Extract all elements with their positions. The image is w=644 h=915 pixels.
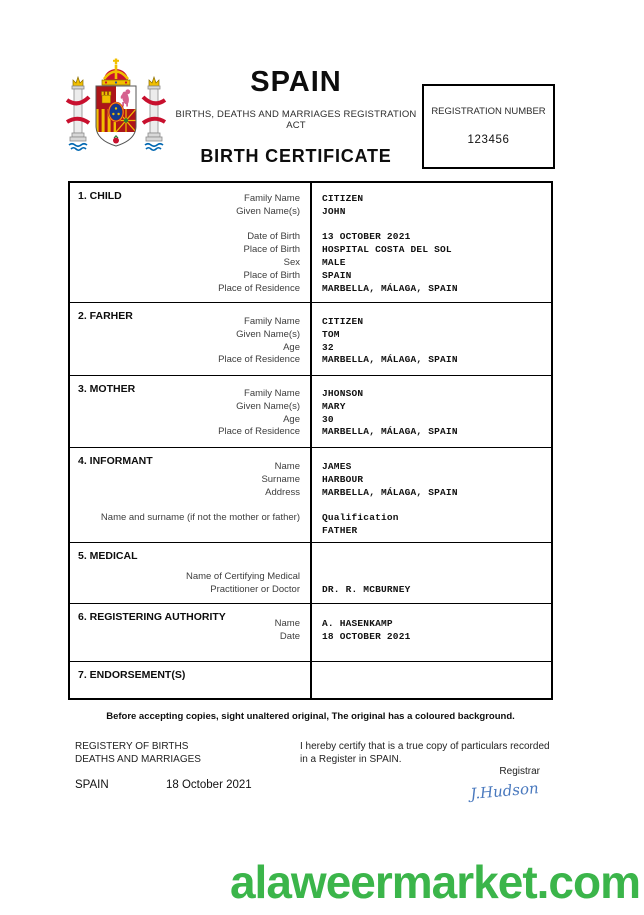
certify-statement: I hereby certify that is a true copy of particulars recorded in a Register in SPAIN.	[300, 741, 550, 765]
field-label: Address	[265, 486, 300, 498]
field-label: Sex	[283, 256, 300, 268]
field-value: JHONSON	[322, 388, 364, 399]
field-label: Age	[283, 413, 300, 425]
registry-line-2: DEATHS AND MARRIAGES	[75, 753, 201, 765]
field-label: Date of Birth	[247, 231, 300, 243]
field-label: Name	[274, 461, 300, 472]
field-label: Given Name(s)	[236, 205, 300, 217]
copies-notice: Before accepting copies, sight unaltered original, The original has a coloured background.	[106, 711, 515, 722]
field-label: Family Name	[244, 388, 300, 399]
field-value: TOM	[322, 328, 340, 340]
field-label: Name and surname (if not the mother or father)	[100, 512, 300, 524]
registrar-signature: J.Hudson	[469, 779, 540, 803]
field-label: Surname	[261, 473, 300, 485]
field-value: 13 OCTOBER 2021	[322, 231, 411, 243]
registrar-label: Registrar	[499, 766, 540, 777]
section-mother	[70, 375, 551, 447]
field-label: Family Name	[244, 193, 300, 204]
field-value: 18 OCTOBER 2021	[322, 630, 411, 642]
field-value	[322, 558, 411, 571]
field-value: MARBELLA, MÁLAGA, SPAIN	[322, 354, 458, 366]
registration-number-label: REGISTRATION NUMBER	[431, 106, 546, 117]
footer-country: SPAIN	[75, 779, 109, 791]
certificate-table	[68, 181, 553, 700]
field-label: Practitioner or Doctor	[210, 583, 300, 595]
field-value: MARBELLA, MÁLAGA, SPAIN	[322, 282, 458, 294]
section-father	[70, 302, 551, 375]
section-title: 4. INFORMANT	[78, 455, 153, 467]
field-value: 30	[322, 413, 334, 425]
field-value	[322, 571, 411, 584]
section-title: 1. CHILD	[78, 190, 122, 202]
field-label: Given Name(s)	[236, 400, 300, 412]
section-title: 2. FARHER	[78, 310, 133, 322]
section-title: 6. REGISTERING AUTHORITY	[78, 611, 226, 623]
section-child	[70, 183, 551, 302]
field-value: A. HASENKAMP	[322, 618, 393, 629]
field-value: MARBELLA, MÁLAGA, SPAIN	[322, 426, 458, 438]
field-value: 32	[322, 341, 334, 353]
registration-number-value: 123456	[467, 134, 510, 146]
field-value	[322, 219, 458, 232]
registry-line-1: REGISTERY OF BIRTHS	[75, 741, 189, 752]
country-title: SPAIN	[250, 66, 342, 98]
footer-date: 18 October 2021	[166, 779, 252, 791]
spain-coat-of-arms-icon	[64, 56, 168, 162]
field-label	[74, 219, 300, 232]
field-value: CITIZEN	[322, 193, 364, 204]
field-value: SPAIN	[322, 269, 352, 281]
field-label: Place of Residence	[218, 282, 300, 294]
field-label	[74, 558, 300, 571]
field-label: Place of Birth	[243, 269, 300, 281]
field-value: MALE	[322, 256, 346, 268]
section-title: 7. ENDORSEMENT(S)	[78, 669, 186, 681]
section-endorsements	[70, 661, 551, 698]
registry-block	[75, 741, 201, 766]
field-value: CITIZEN	[322, 316, 364, 327]
section-registering-authority	[70, 603, 551, 661]
act-line: BIRTHS, DEATHS AND MARRIAGES REGISTRATION ACT	[175, 109, 417, 131]
registration-number-box	[422, 84, 555, 169]
section-informant	[70, 447, 551, 542]
field-label: Place of Residence	[218, 354, 300, 366]
field-label: Place of Residence	[218, 426, 300, 438]
field-label	[74, 525, 300, 538]
field-label	[74, 499, 300, 512]
field-value: HOSPITAL COSTA DEL SOL	[322, 244, 452, 256]
field-value: JAMES	[322, 461, 352, 472]
field-value: MARY	[322, 400, 346, 412]
field-label: Given Name(s)	[236, 328, 300, 340]
field-value: FATHER	[322, 524, 358, 536]
field-value	[322, 499, 458, 512]
field-label: Name of Certifying Medical	[185, 570, 300, 582]
certificate-title: BIRTH CERTIFICATE	[200, 146, 392, 166]
field-value: Qualification	[322, 512, 399, 524]
section-title: 5. MEDICAL	[78, 550, 138, 562]
header	[168, 66, 424, 167]
field-label: Family Name	[244, 316, 300, 327]
watermark: alaweermarket.com	[229, 856, 640, 908]
section-title: 3. MOTHER	[78, 383, 136, 395]
field-value: HARBOUR	[322, 473, 364, 485]
field-label: Date	[279, 630, 300, 642]
field-value: JOHN	[322, 205, 346, 217]
field-value: MARBELLA, MÁLAGA, SPAIN	[322, 486, 458, 498]
section-medical	[70, 542, 551, 603]
field-label: Age	[283, 341, 300, 353]
field-label: Name	[274, 618, 300, 629]
field-label: Place of Birth	[243, 244, 300, 256]
field-value: DR. R. MCBURNEY	[322, 583, 411, 595]
